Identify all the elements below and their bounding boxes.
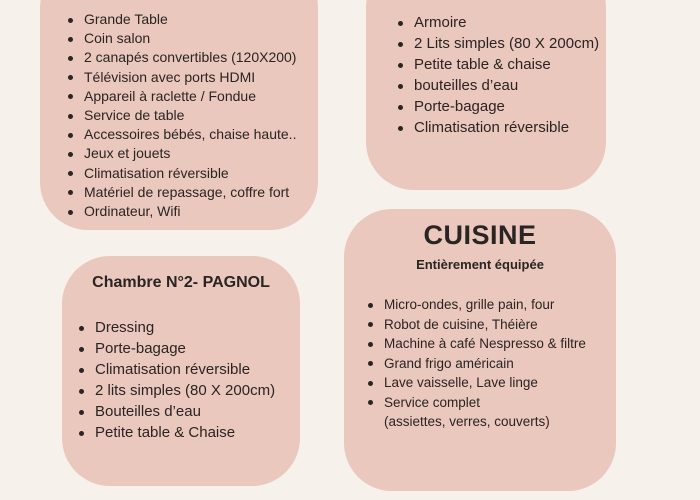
list-item: 2 lits simples (80 X 200cm): [77, 380, 275, 401]
list-item: Porte-bagage: [396, 96, 599, 117]
chambre2-card: [62, 256, 300, 486]
list-item: Robot de cuisine, Théière: [366, 315, 586, 335]
list-item: Service de table: [66, 106, 296, 125]
list-item: Climatisation réversible: [77, 359, 275, 380]
list-item: Armoire: [396, 12, 599, 33]
salon-card: [40, 0, 318, 230]
list-item: Climatisation réversible: [396, 117, 599, 138]
chambre1-card: [366, 0, 606, 190]
list-item: Grande Table: [66, 10, 296, 29]
list-item: Ordinateur, Wifi: [66, 202, 296, 221]
list-item: Jeux et jouets: [66, 144, 296, 163]
list-item: Petite table & chaise: [396, 54, 599, 75]
chambre2-title: Chambre N°2- PAGNOL: [92, 274, 270, 291]
list-item: Appareil à raclette / Fondue: [66, 87, 296, 106]
list-item: Service complet: [366, 393, 586, 413]
cuisine-title: CUISINE: [423, 220, 537, 250]
list-item: Coin salon: [66, 29, 296, 48]
cuisine-subtitle: Entièrement équipée: [416, 257, 544, 272]
chambre2-amenities-list: [77, 317, 275, 443]
list-item: Accessoires bébés, chaise haute..: [66, 125, 296, 144]
cuisine-amenities-list: [366, 295, 586, 432]
chambre1-amenities-list: [396, 12, 599, 138]
list-item-continuation: (assiettes, verres, couverts): [384, 414, 550, 429]
list-item: 2 canapés convertibles (120X200): [66, 48, 296, 67]
list-item: Micro-ondes, grille pain, four: [366, 295, 586, 315]
list-item: Petite table & Chaise: [77, 422, 275, 443]
list-item: 2 Lits simples (80 X 200cm): [396, 33, 599, 54]
list-item: bouteilles d’eau: [396, 75, 599, 96]
list-item: Bouteilles d’eau: [77, 401, 275, 422]
list-item: Porte-bagage: [77, 338, 275, 359]
list-item: Dressing: [77, 317, 275, 338]
list-item: Lave vaisselle, Lave linge: [366, 373, 586, 393]
list-item: Télévision avec ports HDMI: [66, 68, 296, 87]
list-item: Climatisation réversible: [66, 164, 296, 183]
cuisine-card: [344, 209, 616, 491]
salon-amenities-list: [66, 10, 296, 221]
list-item: Machine à café Nespresso & filtre: [366, 334, 586, 354]
list-item: Grand frigo américain: [366, 354, 586, 374]
list-item: Matériel de repassage, coffre fort: [66, 183, 296, 202]
